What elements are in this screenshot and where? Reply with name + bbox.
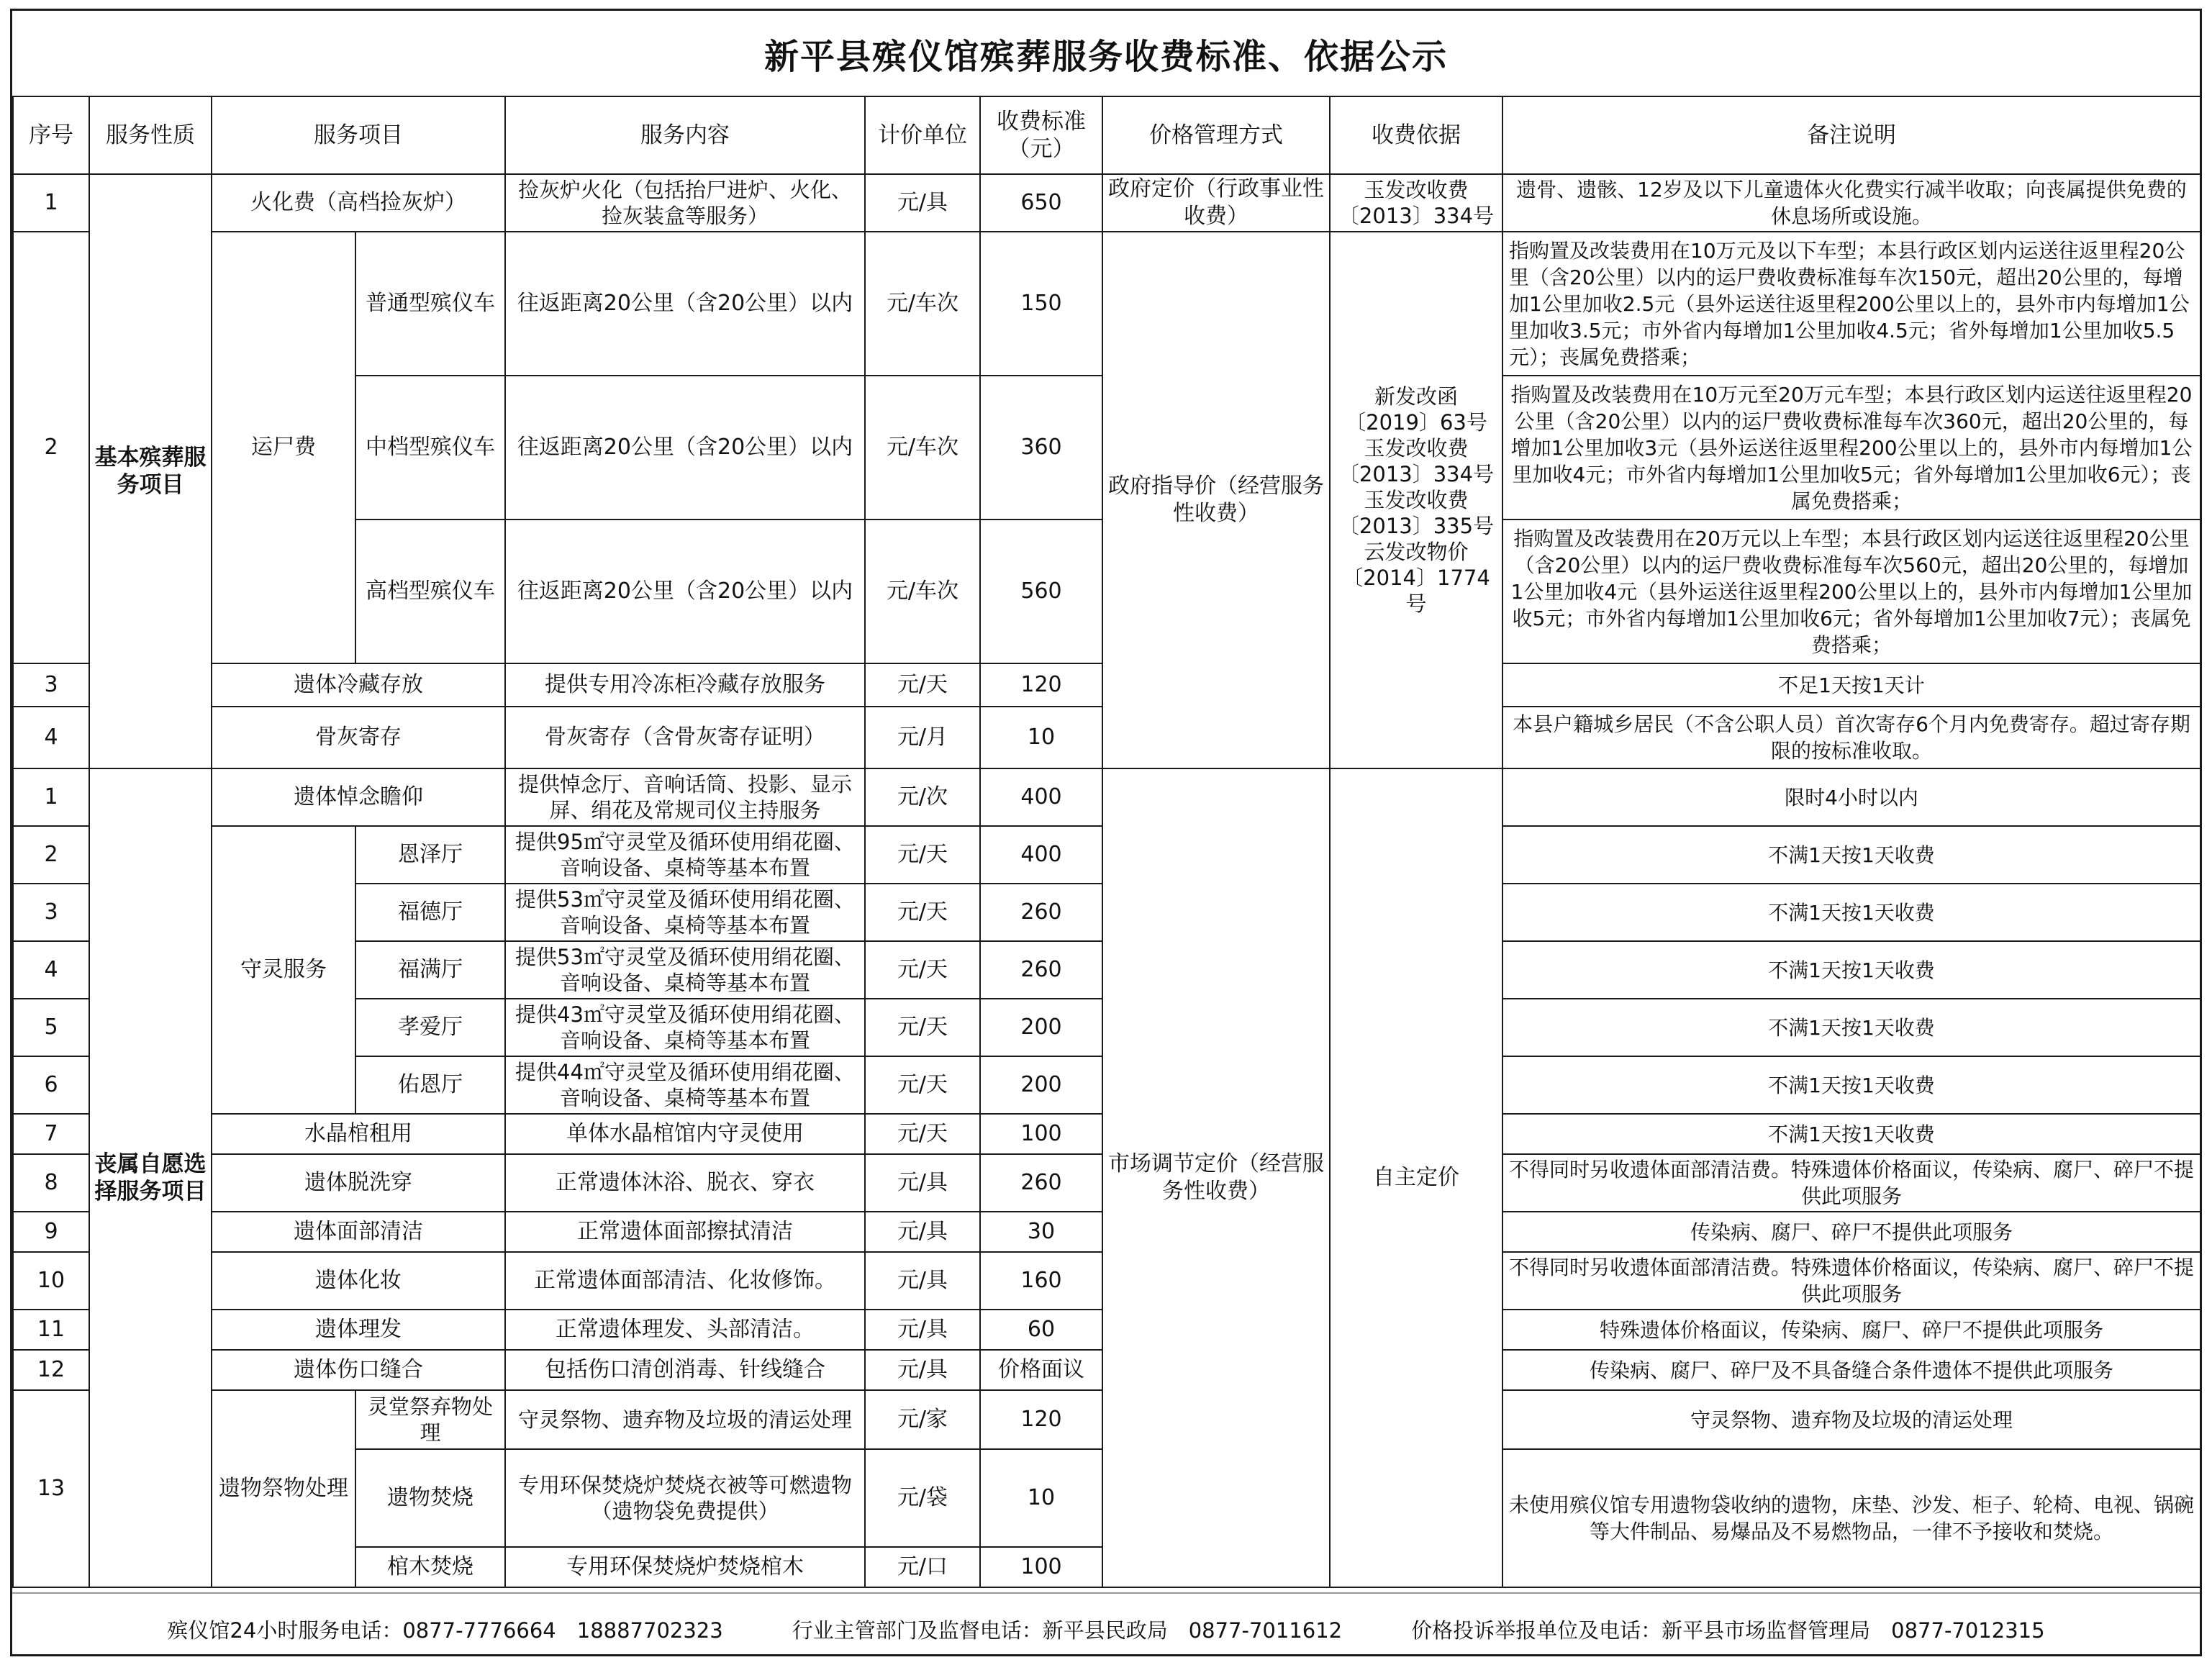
row-remark: 不足1天按1天计 <box>1502 663 2200 707</box>
basis-self: 自主定价 <box>1330 768 1502 1587</box>
header-seq: 序号 <box>13 96 89 174</box>
row-remark: 未使用殡仪馆专用遗物袋收纳的遗物，床垫、沙发、柜子、轮椅、电视、锅碗等大件制品、易爆品及不易燃物品，一律不予接收和焚烧。 <box>1502 1449 2200 1587</box>
row-content: 往返距离20公里（含20公里）以内 <box>505 376 865 520</box>
row-content: 正常遗体面部擦拭清洁 <box>505 1212 865 1252</box>
row-seq: 2 <box>13 826 89 884</box>
row-fee: 400 <box>980 768 1102 826</box>
row-content: 正常遗体面部清洁、化妆修饰。 <box>505 1252 865 1310</box>
row-unit: 元/具 <box>865 1310 980 1350</box>
row-seq: 10 <box>13 1252 89 1310</box>
price-mgmt-guided: 政府指导价（经营服务性收费） <box>1102 232 1330 768</box>
nature-optional: 丧属自愿选择服务项目 <box>89 768 212 1587</box>
row-item: 遗体面部清洁 <box>212 1212 505 1252</box>
row-item: 遗体化妆 <box>212 1252 505 1310</box>
row-remark: 传染病、腐尸、碎尸不提供此项服务 <box>1502 1212 2200 1252</box>
row-subitem: 遗物焚烧 <box>355 1449 505 1547</box>
row-content: 往返距离20公里（含20公里）以内 <box>505 232 865 376</box>
price-mgmt-market: 市场调节定价（经营服务性收费） <box>1102 768 1330 1587</box>
row-seq: 3 <box>13 884 89 941</box>
row-content: 提供53㎡守灵堂及循环使用绢花圈、音响设备、桌椅等基本布置 <box>505 941 865 999</box>
row-unit: 元/天 <box>865 999 980 1056</box>
row-fee: 260 <box>980 884 1102 941</box>
row-remark: 不得同时另收遗体面部清洁费。特殊遗体价格面议，传染病、腐尸、碎尸不提供此项服务 <box>1502 1154 2200 1212</box>
row-seq: 5 <box>13 999 89 1056</box>
row-remark: 遗骨、遗骸、12岁及以下儿童遗体火化费实行减半收取；向丧属提供免费的休息场所或设施。 <box>1502 174 2200 232</box>
row-remark: 不满1天按1天收费 <box>1502 884 2200 941</box>
fee-table <box>12 96 2201 1588</box>
row-unit: 元/天 <box>865 1114 980 1154</box>
row-remark: 不满1天按1天收费 <box>1502 999 2200 1056</box>
row-remark: 传染病、腐尸、碎尸及不具备缝合条件遗体不提供此项服务 <box>1502 1350 2200 1390</box>
row-fee: 120 <box>980 1390 1102 1449</box>
row-content: 正常遗体沐浴、脱衣、穿衣 <box>505 1154 865 1212</box>
footer-contacts <box>12 1607 2200 1651</box>
row-subitem: 棺木焚烧 <box>355 1547 505 1587</box>
row-unit: 元/天 <box>865 941 980 999</box>
row-remark: 本县户籍城乡居民（不含公职人员）首次寄存6个月内免费寄存。超过寄存期限的按标准收取。 <box>1502 707 2200 768</box>
row-fee: 10 <box>980 1449 1102 1547</box>
row-hall: 福德厅 <box>355 884 505 941</box>
row-content: 提供悼念厅、音响话筒、投影、显示屏、绢花及常规司仪主持服务 <box>505 768 865 826</box>
row-seq: 11 <box>13 1310 89 1350</box>
footer-complaint: 价格投诉举报单位及电话：新平县市场监督管理局 0877-7012315 <box>1411 1618 2045 1643</box>
row-seq: 13 <box>13 1390 89 1587</box>
row-unit: 元/具 <box>865 1252 980 1310</box>
row-price-mgmt: 政府定价（行政事业性收费） <box>1102 174 1330 232</box>
row-seq: 3 <box>13 663 89 707</box>
row-unit: 元/天 <box>865 884 980 941</box>
row-seq: 6 <box>13 1056 89 1114</box>
row-fee: 120 <box>980 663 1102 707</box>
row-fee: 650 <box>980 174 1102 232</box>
row-unit: 元/具 <box>865 1212 980 1252</box>
row-remark: 特殊遗体价格面议，传染病、腐尸、碎尸不提供此项服务 <box>1502 1310 2200 1350</box>
row-unit: 元/车次 <box>865 232 980 376</box>
row-fee: 100 <box>980 1547 1102 1587</box>
row-fee: 160 <box>980 1252 1102 1310</box>
row-unit: 元/袋 <box>865 1449 980 1547</box>
row-seq: 1 <box>13 174 89 232</box>
row-content: 往返距离20公里（含20公里）以内 <box>505 520 865 663</box>
row-fee: 价格面议 <box>980 1350 1102 1390</box>
header-price-mgmt: 价格管理方式 <box>1102 96 1330 174</box>
row-hall: 恩泽厅 <box>355 826 505 884</box>
row-unit: 元/家 <box>865 1390 980 1449</box>
row-seq: 4 <box>13 707 89 768</box>
row-fee: 260 <box>980 941 1102 999</box>
row-item: 火化费（高档捡灰炉） <box>212 174 505 232</box>
footer-hotline: 殡仪馆24小时服务电话：0877-7776664 18887702323 <box>167 1618 723 1643</box>
row-unit: 元/车次 <box>865 520 980 663</box>
row-subitem: 普通型殡仪车 <box>355 232 505 376</box>
row-content: 捡灰炉火化（包括抬尸进炉、火化、捡灰装盒等服务） <box>505 174 865 232</box>
row-subitem: 中档型殡仪车 <box>355 376 505 520</box>
row-fee: 100 <box>980 1114 1102 1154</box>
row-seq: 4 <box>13 941 89 999</box>
header-nature: 服务性质 <box>89 96 212 174</box>
row-content: 守灵祭物、遗弃物及垃圾的清运处理 <box>505 1390 865 1449</box>
table-row <box>13 768 2200 826</box>
row-remark: 指购置及改装费用在10万元至20万元车型；本县行政区划内运送往返里程20公里（含20公里）以内的运尸费收费标准每车次360元，超出20公里的，每增加1公里加收3元（县外运送往返里程200公里以上的，县外市内每增加1公里加收4元；市外省内每增加1公里加收5元；省外每增加1公里加收6元）；丧属免费搭乘； <box>1502 376 2200 520</box>
row-content: 提供专用冷冻柜冷藏存放服务 <box>505 663 865 707</box>
page-title: 新平县殡仪馆殡葬服务收费标准、依据公示 <box>763 36 1448 77</box>
fee-notice-sheet <box>10 9 2202 1656</box>
row-fee: 60 <box>980 1310 1102 1350</box>
row-content: 专用环保焚烧炉焚烧棺木 <box>505 1547 865 1587</box>
row-unit: 元/具 <box>865 1154 980 1212</box>
row-seq: 9 <box>13 1212 89 1252</box>
row-unit: 元/天 <box>865 826 980 884</box>
row-item: 遗体理发 <box>212 1310 505 1350</box>
row-unit: 元/车次 <box>865 376 980 520</box>
row-fee: 400 <box>980 826 1102 884</box>
row-seq: 12 <box>13 1350 89 1390</box>
footer-supervisor: 行业主管部门及监督电话：新平县民政局 0877-7011612 <box>792 1618 1343 1643</box>
table-row <box>13 174 2200 232</box>
row-remark: 不得同时另收遗体面部清洁费。特殊遗体价格面议，传染病、腐尸、碎尸不提供此项服务 <box>1502 1252 2200 1310</box>
row-hall: 佑恩厅 <box>355 1056 505 1114</box>
row-seq: 8 <box>13 1154 89 1212</box>
row-unit: 元/天 <box>865 663 980 707</box>
row-item: 运尸费 <box>212 232 355 663</box>
row-seq: 2 <box>13 232 89 663</box>
row-content: 包括伤口清创消毒、针线缝合 <box>505 1350 865 1390</box>
row-hall: 孝爱厅 <box>355 999 505 1056</box>
row-fee: 150 <box>980 232 1102 376</box>
row-fee: 360 <box>980 376 1102 520</box>
row-content: 专用环保焚烧炉焚烧衣被等可燃遗物（遗物袋免费提供） <box>505 1449 865 1547</box>
header-row <box>13 96 2200 174</box>
row-unit: 元/天 <box>865 1056 980 1114</box>
row-remark: 指购置及改装费用在20万元以上车型；本县行政区划内运送往返里程20公里（含20公里）以内的运尸费收费标准每车次560元，超出20公里的，每增加1公里加收4元（县外运送往返里程200公里以上的，县外市内每增加1公里加收5元；市外省内每增加1公里加收6元；省外每增加1公里加收7元）；丧属免费搭乘； <box>1502 520 2200 663</box>
row-unit: 元/具 <box>865 1350 980 1390</box>
header-item: 服务项目 <box>212 96 505 174</box>
row-item: 遗体脱洗穿 <box>212 1154 505 1212</box>
row-content: 提供43㎡守灵堂及循环使用绢花圈、音响设备、桌椅等基本布置 <box>505 999 865 1056</box>
row-content: 正常遗体理发、头部清洁。 <box>505 1310 865 1350</box>
row-remark: 不满1天按1天收费 <box>1502 1056 2200 1114</box>
row-unit: 元/次 <box>865 768 980 826</box>
basis-guided: 新发改函〔2019〕63号玉发改收费〔2013〕334号玉发改收费〔2013〕335号云发改物价〔2014〕1774号 <box>1330 232 1502 768</box>
row-content: 提供44㎡守灵堂及循环使用绢花圈、音响设备、桌椅等基本布置 <box>505 1056 865 1114</box>
header-unit: 计价单位 <box>865 96 980 174</box>
header-content: 服务内容 <box>505 96 865 174</box>
row-content: 提供95㎡守灵堂及循环使用绢花圈、音响设备、桌椅等基本布置 <box>505 826 865 884</box>
footer-divider <box>12 1592 2200 1594</box>
row-unit: 元/口 <box>865 1547 980 1587</box>
row-fee: 10 <box>980 707 1102 768</box>
row-item: 遗体伤口缝合 <box>212 1350 505 1390</box>
row-fee: 200 <box>980 1056 1102 1114</box>
header-remark: 备注说明 <box>1502 96 2200 174</box>
row-basis: 玉发改收费〔2013〕334号 <box>1330 174 1502 232</box>
row-seq: 1 <box>13 768 89 826</box>
row-item: 遗物祭物处理 <box>212 1390 355 1587</box>
row-subitem: 高档型殡仪车 <box>355 520 505 663</box>
row-item: 骨灰寄存 <box>212 707 505 768</box>
row-item: 遗体冷藏存放 <box>212 663 505 707</box>
row-remark: 指购置及改装费用在10万元及以下车型；本县行政区划内运送往返里程20公里（含20公里）以内的运尸费收费标准每车次150元，超出20公里的，每增加1公里加收2.5元（县外运送往返里程200公里以上的，县外市内每增加1公里加收3.5元；市外省内每增加1公里加收4.5元；省外每增加1公里加收5.5元）；丧属免费搭乘； <box>1502 232 2200 376</box>
row-unit: 元/月 <box>865 707 980 768</box>
row-subitem: 灵堂祭弃物处理 <box>355 1390 505 1449</box>
row-seq: 7 <box>13 1114 89 1154</box>
row-remark: 守灵祭物、遗弃物及垃圾的清运处理 <box>1502 1390 2200 1449</box>
row-remark: 不满1天按1天收费 <box>1502 941 2200 999</box>
row-item: 遗体悼念瞻仰 <box>212 768 505 826</box>
row-content: 单体水晶棺馆内守灵使用 <box>505 1114 865 1154</box>
row-remark: 限时4小时以内 <box>1502 768 2200 826</box>
row-fee: 30 <box>980 1212 1102 1252</box>
row-hall: 福满厅 <box>355 941 505 999</box>
row-remark: 不满1天按1天收费 <box>1502 826 2200 884</box>
row-item: 守灵服务 <box>212 826 355 1114</box>
header-fee: 收费标准（元） <box>980 96 1102 174</box>
row-content: 提供53㎡守灵堂及循环使用绢花圈、音响设备、桌椅等基本布置 <box>505 884 865 941</box>
row-remark: 不满1天按1天收费 <box>1502 1114 2200 1154</box>
row-unit: 元/具 <box>865 174 980 232</box>
row-fee: 260 <box>980 1154 1102 1212</box>
row-item: 水晶棺租用 <box>212 1114 505 1154</box>
table-row <box>13 232 2200 376</box>
row-fee: 200 <box>980 999 1102 1056</box>
header-basis: 收费依据 <box>1330 96 1502 174</box>
row-content: 骨灰寄存（含骨灰寄存证明） <box>505 707 865 768</box>
nature-basic: 基本殡葬服务项目 <box>89 174 212 768</box>
row-fee: 560 <box>980 520 1102 663</box>
